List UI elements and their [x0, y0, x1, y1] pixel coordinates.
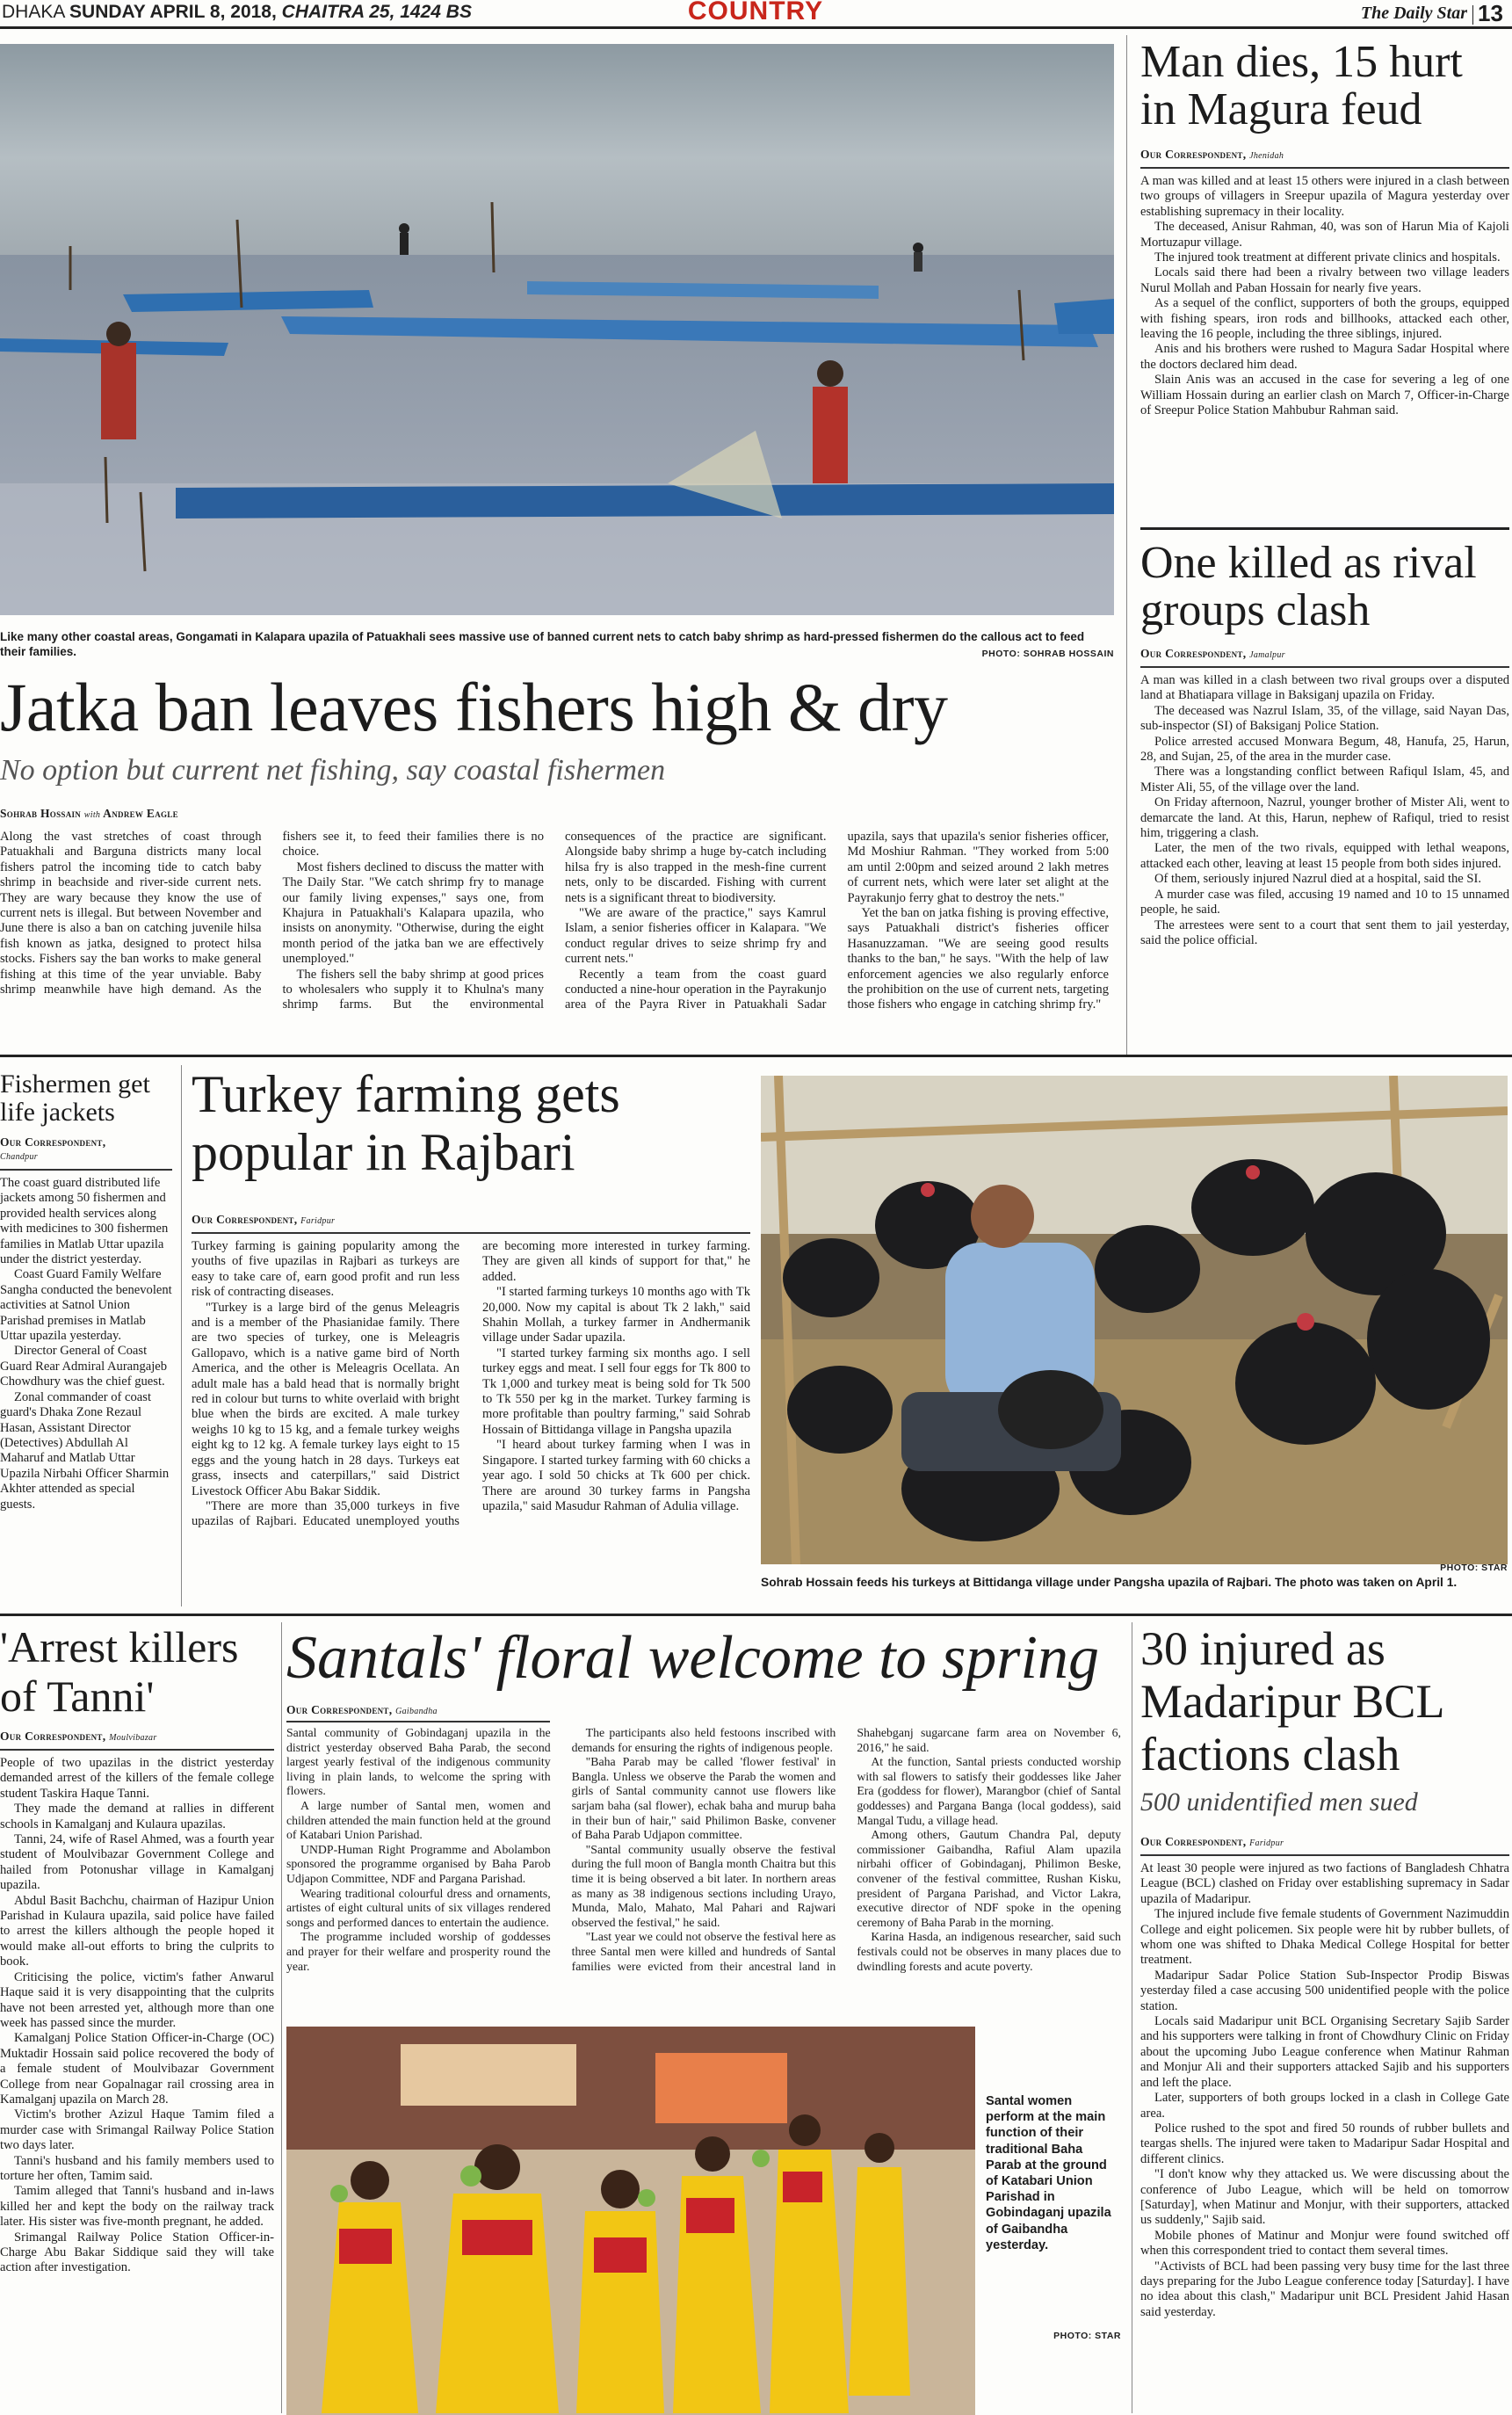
- tanni-byline: Our Correspondent, Moulvibazar: [0, 1730, 157, 1743]
- rival-headline: One killed as rival groups clash: [1140, 540, 1477, 635]
- santal-women-photo-caption: Santal women perform at the main function of their traditional Baha Parab at the ground of Katabari Union Parishad in Gobindaganj upazila of Gaibandha yesterday.: [986, 2094, 1111, 2252]
- tanni-headline: 'Arrest killers of Tanni': [0, 1622, 239, 1721]
- rival-byline: Our Correspondent, Jamalpur: [1140, 647, 1285, 660]
- lifejackets-article-body: The coast guard distributed life jackets among 50 fishermen and provided health services along with medicines to 300 fishermen families in Matlab Uttar upazila under the district yesterday. Coast Guard Family Welfare Sangha conducted the benevolent activities at Satnol Union Parishad premises in Matlab Uttar upazila yesterday. Director General of Coast Guard Rear Admiral Aurangajeb Chowdhury was the chief guest. Zonal commander of coast guard's Dhaka Zone Rezaul Hasan, Assistant Director (Detectives) Abdullah Al Maharuf and Matlab Uttar Upazila Nirbahi Officer Sharmin Akhter attended as special guests.: [0, 1176, 172, 1512]
- magura-article-body: A man was killed and at least 15 others were injured in a clash between two groups of villagers in Sreepur upazila of Magura yesterday over establishing supremacy in their locality. The deceased, Anisur Rahman, 40, was son of Harun Mia of Kajoli Mortuzapur village. The injured took treatment at different private clinics and hospitals. Locals said there had been a rivalry between two village leaders Nurul Mollah and Paban Hossain for nearly five years. As a sequel of the conflict, supporters of both the groups, equipped with fishing spears, iron rods and billhooks, attacked each other, leaving the 16 people, including the three siblings, injured. Anis and his brothers were rushed to Magura Sadar Hospital where the doctors declared him dead. Slain Anis was an accused in the case for severing a leg of one William Hossain during an earlier clash on March 7, Officer-in-Charge of Sreepur Police Station Mahbubur Rahman said.: [1140, 174, 1509, 418]
- rival-article-body: A man was killed in a clash between two rival groups over a disputed land at Bhatiapara village in Baksiganj upazila on Friday. The deceased was Nazrul Islam, 35, of the village, said Nayan Das, sub-inspector (SI) of Baksiganj Police Station. Police arrested accused Monwara Begum, 48, Hanufa, 25, Harun, 28, and Sujan, 25, of the area in the murder case. There was a longstanding conflict between Rafiqul Islam, 45, and Mister Ali, 55, of the village over the land. On Friday afternoon, Nazrul, younger brother of Mister Ali, went to demarcate the land. At this, Harun, nephew of Rafiqul, tried to resist him, triggering a clash. Later, the men of the two rivals, equipped with lethal weapons, attacked each other, leaving at least 15 people from both sides injured. Of them, seriously injured Nazrul died at a hospital, said the SI. A murder case was filed, accusing 19 named and 10 to 15 unnamed people, he said. The arrestees were sent to a court that sent them to jail yesterday, said the police official.: [1140, 673, 1509, 947]
- fishing-photo-caption: Like many other coastal areas, Gongamati in Kalapara upazila of Patuakhali sees massive use of banned current nets to catch baby shrimp as hard-pressed fishermen do the callous act to feed their families.: [0, 630, 1085, 658]
- santal-women-photo: [286, 2027, 975, 2415]
- jatka-deck: No option but current net fishing, say coastal fishermen: [0, 754, 666, 787]
- turkey-headline: Turkey farming gets popular in Rajbari: [192, 1065, 620, 1181]
- header-bangla-date: CHAITRA 25, 1424 BS: [281, 2, 472, 22]
- madaripur-article-body: At least 30 people were injured as two factions of Bangladesh Chhatra League (BCL) clashed on Friday over establishing supremacy in Sadar upazila of Madaripur. The injured include five female students of Government Nazimuddin College and eight policemen. Six people were hit by rubber bullets, of whom one was shifted to Dhaka Medical College Hospital for better treatment. Madaripur Sadar Police Station Sub-Inspector Prodip Biswas yesterday filed a case accusing 500 unidentified people with the police station. Locals said Madaripur unit BCL Organising Secretary Sajib Sarder and his supporters were talking in front of Chowdhury Clinic on Friday about the upcoming Jubo League conference when Matinur Rahman and Monjur Ali and their supporters attacked Sajib and his supporters and left the place. Later, supporters of both groups locked in a clash in College Gate area. Police rushed to the spot and fired 50 rounds of rubber bullets and teargas shells. The injured were taken to Madaripur Sadar Hospital and different clinics. "I don't know why they attacked us. We were discussing about the conference of Jubo League, which will be held on tomorrow [Saturday], when Matinur and Monjur, with their supporters, attacked us suddenly," Sajib said. Mobile phones of Matinur and Monjur were found switched off when this correspondent tried to contact them several times. "Activists of BCL had been passing very busy time for the last three days preparing for the Jubo League conference today [Saturday]. I have no idea about this clash," Madaripur unit BCL President Jahid Hasan said yesterday.: [1140, 1861, 1509, 2319]
- fishing-photo-credit: PHOTO: SOHRAB HOSSAIN: [981, 649, 1114, 659]
- turkey-photo: [761, 1076, 1508, 1564]
- santals-headline: Santals' floral welcome to spring: [286, 1624, 1099, 1692]
- jatka-headline: Jatka ban leaves fishers high & dry: [0, 671, 948, 745]
- turkey-photo-credit: PHOTO: STAR: [1440, 1563, 1508, 1573]
- masthead-date: [2, 0, 494, 26]
- madaripur-byline: Our Correspondent, Faridpur: [1140, 1835, 1284, 1848]
- madaripur-headline: 30 injured as Madaripur BCL factions clash: [1140, 1622, 1443, 1780]
- section-title: COUNTRY: [687, 0, 824, 25]
- jatka-article-body: Along the vast stretches of coast through Patuakhali and Barguna districts many local fishers patrol the incoming tide to catch baby shrimp in beachside and river-side current nets. They are wary because they know the use of current nets is illegal. But between November and June there is also a ban on catching juvenile hilsa fish known as jatka, designed to protect hilsa stocks. Fishers say the ban works to make general fishing at this time of the year unviable. Baby shrimp meanwhile have high demand. As the fishers see it, to feed their families there is no choice. Most fishers declined to discuss the matter with The Daily Star. "We catch shrimp fry to manage our family living expenses," says one, from Khajura in Patuakhali's Kalapara upazila, who insists on anonymity. "Otherwise, during the eight month period of the jatka ban we are effectively unemployed." The fishers sell the baby shrimp at good prices to wholesalers who supply it to Khulna's many shrimp farms. But the environmental consequences of the practice are significant. Alongside baby shrimp a huge by-catch including hilsa fry is also trapped in the mesh-fine current nets, only to be discarded. Fishing with current nets is a significant threat to biodiversity. "We are aware of the practice," says Kamrul Islam, a senior fisheries officer in Kalapara. "We conduct regular drives to seize shrimp fry and current nets." Recently a team from the coast guard conducted a nine-hour operation in the Payrakunjo area of the Payra River in Patuakhali Sadar upazila, says that upazila's senior fisheries officer, Md Moshiur Rahman. "They worked from 5:00 am until 2:00pm and seized around 2 lakh metres of current nets, which were later set alight at the Payrakunjo ferry ghat to destroy the nets." Yet the ban on jatka fishing is proving effective, says Patuakhali district's fisheries officer Hasanuzzaman. "We are seeing good results thanks to the ban," he says. "With the help of law enforcement agencies we also regularly enforce the prohibition on the use of current nets, targeting those fishers who engage in catching shrimp fry.": [0, 830, 1109, 1012]
- lifejackets-byline: Our Correspondent, Chandpur: [0, 1135, 106, 1162]
- turkey-article-body: Turkey farming is gaining popularity among the youths of five upazilas in Rajbari as turkeys are easy to take care of, earn good profit and run less risk of contracting diseases. "Turkey is a large bird of the genus Meleagris and is a member of the Phasianidae family. There are two species of turkey, one is Meleagris Gallopavo, which is a native game bird of North America, and the other is Meleagris Ocellata. An adult male has a bald head that is normally bright red in colour but turns to white overlaid with bright blue when the birds are excited. A male turkey weighs 10 kg to 15 kg, and a female turkey weighs eight kg to 12 kg. A female turkey lays eight to 15 eggs and the young hatch in 28 days. Turkeys eat grass, insects and caterpillars," said District Livestock Officer Abu Bakar Siddik. "There are more than 35,000 turkeys in five upazilas of Rajbari. Educated unemployed youths are becoming more interested in turkey farming. They are given all kinds of support for that," he added. "I started farming turkeys 10 months ago with Tk 20,000. Now my capital is about Tk 2 lakh," said Shahin Mollah, a turkey farmer in Andhermanik village under Sadar upazila. "I started turkey farming six months ago. I sell turkey eggs and meat. I sell four eggs for Tk 800 to Tk 1,000 and turkey meat is being sold for Tk 500 to Tk 550 per kg in the market. Turkey farming is more profitable than poultry farming," said Sohrab Hossain of Bittidanga village in Pangsha upazila "I heard about turkey farming when I was in Singapore. I started turkey farming with 60 chicks a year ago. I sold 50 chicks at Tk 600 per chick. There are around 30 turkey farms in Pangsha upazila," said Masudur Rahman of Adulia village.: [192, 1239, 750, 1529]
- fishing-photo: [0, 44, 1114, 615]
- page-number: 13: [1478, 0, 1503, 26]
- header-city: DHAKA: [2, 2, 65, 22]
- turkey-byline: Our Correspondent, Faridpur: [192, 1213, 336, 1226]
- jatka-byline: Sohrab Hossain with Andrew Eagle: [0, 807, 178, 820]
- turkey-photo-caption: Sohrab Hossain feeds his turkeys at Bittidanga village under Pangsha upazila of Rajbari. The photo was taken on April 1.: [761, 1576, 1458, 1589]
- paper-name: The Daily Star: [1360, 4, 1467, 23]
- tanni-article-body: People of two upazilas in the district yesterday demanded arrest of the killers of the female college student Taskira Haque Tanni. They made the demand at rallies in different schools in Kamalganj and Kulaura upazilas. Tanni, 24, wife of Rasel Ahmed, was a fourth year student of Moulvibazar Government College and hailed from Potonushar village in Kamalganj upazila. Abdul Basit Bachchu, chairman of Hazipur Union Parishad in Kulaura upazila, said police have failed to arrest the killers although the people hoped it would make all-out efforts to bring the culprits to book. Criticising the police, victim's father Anwarul Haque said it is very disappointing that the culprits have not been arrested yet, although more than one week has passed since the murder. Kamalganj Police Station Officer-in-Charge (OC) Muktadir Hossain said police recovered the body of a female student of Moulvibazar Government College from near Gopalnagar rail crossing area in Kamalganj upazila on March 28. Victim's brother Azizul Haque Tamim filed a murder case with Srimangal Railway Police Station two days later. Tanni's husband and his family members used to torture her often, Tamim said. Tamim alleged that Tanni's husband and in-laws killed her and kept the body on the railway track later. His sister was five-month pregnant, he added. Srimangal Railway Police Station Officer-in-Charge Abu Bakar Siddique said they will take action after investigation.: [0, 1756, 274, 2275]
- madaripur-deck: 500 unidentified men sued: [1140, 1788, 1418, 1817]
- magura-headline: Man dies, 15 hurt in Magura feud: [1140, 39, 1463, 134]
- magura-byline: Our Correspondent, Jhenidah: [1140, 148, 1284, 161]
- lifejackets-headline: Fishermen get life jackets: [0, 1070, 150, 1127]
- santals-byline: Our Correspondent, Gaibandha: [286, 1703, 438, 1716]
- santal-women-photo-credit: PHOTO: STAR: [1053, 2331, 1121, 2341]
- header-date: SUNDAY APRIL 8, 2018,: [69, 2, 277, 22]
- santals-article-body: Santal community of Gobindaganj upazila in the district yesterday observed Baha Parab, the second largest yearly festival of the indigenous community living in plain lands, to welcome the spring with flowers. A large number of Santal men, women and children attended the main function held at the ground of Katabari Union Parishad. UNDP-Human Right Programme and Abolambon sponsored the programme organised by Baha Parob Udjapon Committee, NDF and Pargana Parishad. Wearing traditional colourful dress and ornaments, artistes of eight cultural units of six villages rendered songs and performed dances to entertain the audience. The programme included worship of goddesses and prayer for their welfare and prosperity round the year. The participants also held festoons inscribed with demands for ensuring the rights of indigenous people. "Baha Parab may be called 'flower festival' in Bangla. Unless we observe the Parab the women and girls of Santal community cannot use flowers like sarjam baha (sal flower), echak baha and murup baha in their bun of hair," said Philimon Baske, convener of Baha Parab Udjapon committee. "Santal community usually observe the festival during the full moon of Bangla month Chaitra but this time it is being observed a bit later. In northern areas as many as 38 indigenous sections including Urayo, Munda, Malo, Mahato, Mal Pahari and Rajwari observed the festival," he said. "Last year we could not observe the festival here as three Santal men were killed and hundreds of Santal families were evicted from their ancestral land in Shahebganj sugarcane farm area on November 6, 2016," he said. At the function, Santal priests conducted worship with sal flowers to satisfy their goddesses like Jaher Era (goddess for flower), Marangbor (chief of Santal goddesses) and Pargana Banga (local goddess), said Mangal Tudu, a village head. Among others, Gautum Chandra Pal, deputy commissioner Gaibandha, Rafiul Alam upazila nirbahi officer of Gobindaganj, Philimon Beske, convener of the festival committee, Rushan Kisku, president of Pargana Parishad, and Victor Lakra, executive director of NDF spoke in the opening ceremony of Baha Parab in the morning. Karina Hasda, an indigenous researcher, said such festivals could not be observes in many places due to dwindling forests and acute poverty.: [286, 1726, 1121, 1973]
